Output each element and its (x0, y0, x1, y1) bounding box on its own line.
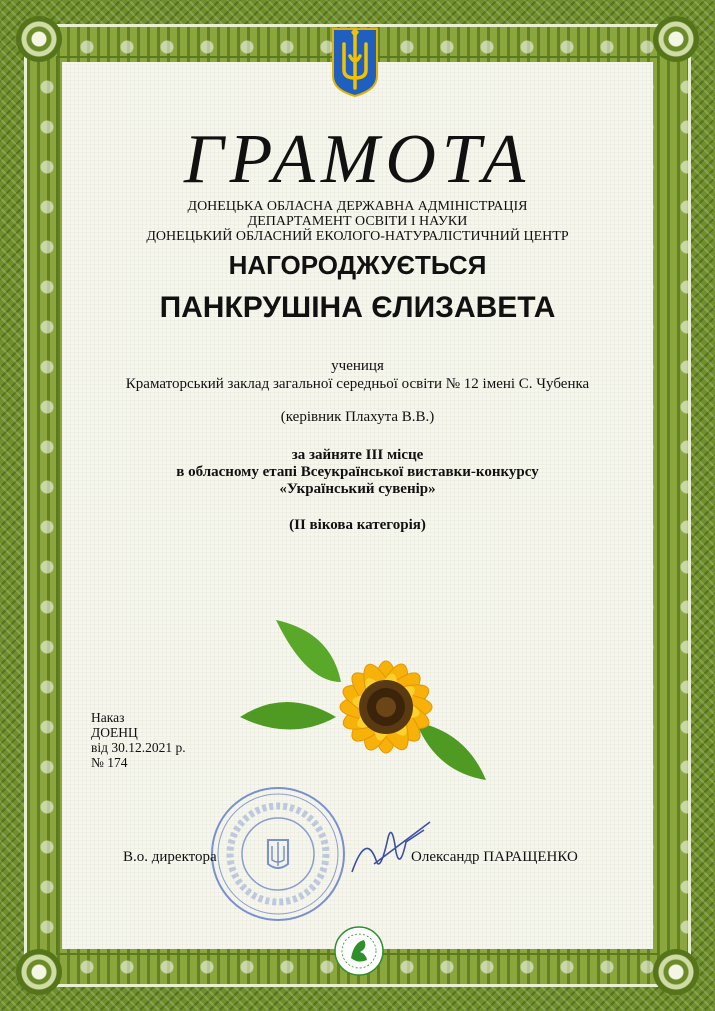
school-name: Краматорський заклад загальної середньої освіти № 12 імені С. Чубенка (125, 376, 590, 392)
certificate-title: ГРАМОТА (183, 121, 532, 198)
order-line: № 174 (91, 755, 128, 770)
order-line: ДОЕНЦ (91, 725, 138, 740)
corner-rosette (653, 949, 699, 995)
signatory-name: Олександр ПАРАЩЕНКО (411, 849, 578, 865)
supervisor: (керівник Плахута В.В.) (280, 409, 435, 425)
achievement-line: в обласному етапі Всеукраїнської виставки-конкурсу (176, 464, 539, 480)
corner-rosette (16, 949, 62, 995)
corner-rosette (16, 16, 62, 62)
recipient-role: учениця (331, 358, 384, 374)
order-info (91, 710, 186, 770)
organization-line: ДОНЕЦЬКИЙ ОБЛАСНИЙ ЕКОЛОГО-НАТУРАЛІСТИЧНИЙ ЦЕНТР (146, 229, 569, 244)
order-line: від 30.12.2021 р. (91, 740, 186, 755)
recipient-name: ПАНКРУШІНА ЄЛИЗАВЕТА (159, 291, 556, 324)
coat-of-arms-icon (330, 26, 380, 98)
signatory-title: В.о. директора (123, 849, 217, 865)
corner-rosette (653, 16, 699, 62)
achievement-line: за зайняте ІІІ місце (291, 447, 424, 463)
official-stamp (208, 784, 348, 924)
organization-line: ДЕПАРТАМЕНТ ОСВІТИ І НАУКИ (247, 214, 468, 229)
awarded-heading: НАГОРОДЖУЄТЬСЯ (228, 250, 487, 280)
organization-line: ДОНЕЦЬКА ОБЛАСНА ДЕРЖАВНА АДМІНІСТРАЦІЯ (187, 199, 528, 214)
sunflower-image (236, 612, 492, 812)
center-logo-icon (334, 926, 384, 976)
age-category: (ІІ вікова категорія) (289, 517, 426, 533)
order-line: Наказ (91, 710, 125, 725)
achievement-line: «Український сувенір» (279, 481, 436, 497)
